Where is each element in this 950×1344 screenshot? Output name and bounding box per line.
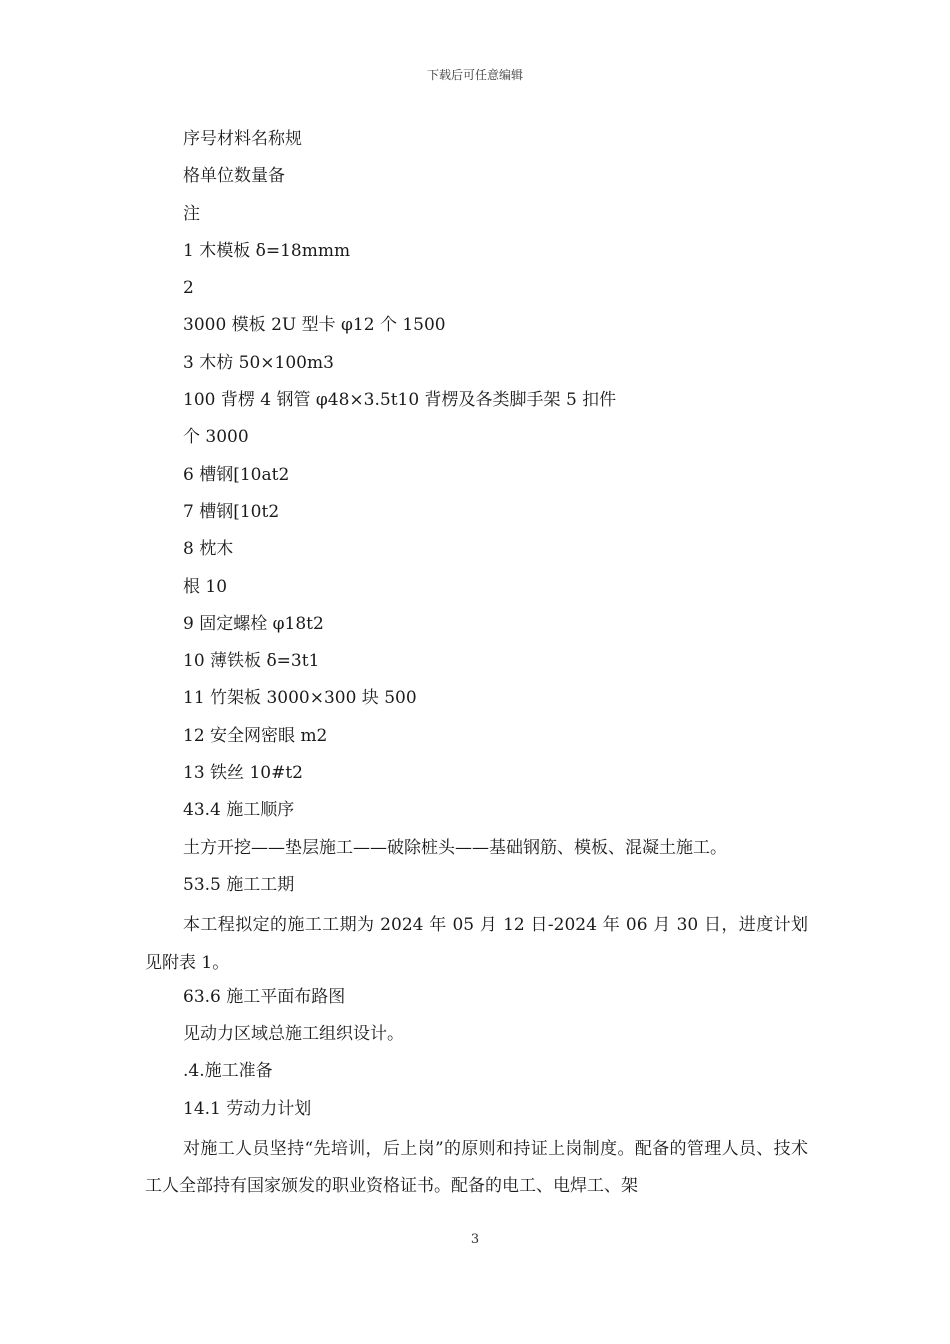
section-heading-construction-period: 53.5 施工工期	[183, 874, 295, 895]
material-table-header-line: 序号材料名称规	[183, 129, 302, 149]
material-item-line: 2	[183, 278, 194, 299]
section-heading-construction-sequence: 43.4 施工顺序	[183, 800, 295, 821]
material-item-line: 1 木模板 δ=18mmm	[183, 240, 351, 261]
material-item-line: 个 3000	[183, 427, 249, 448]
page-number: 3	[470, 1232, 480, 1247]
labor-plan-paragraph: 对施工人员坚持“先培训，后上岗”的原则和持证上岗制度。配备的管理人员、技术工人全部持有国家颁发的职业资格证书。配备的电工、电焊工、架	[145, 1139, 808, 1197]
site-layout-text: 见动力区域总施工组织设计。	[183, 1024, 404, 1045]
material-item-line: 12 安全网密眼 m2	[183, 725, 328, 746]
material-item-line: 6 槽钢[10at2	[183, 464, 290, 485]
material-item-line: 10 薄铁板 δ=3t1	[183, 651, 320, 672]
material-item-line: 7 槽钢[10t2	[183, 501, 280, 522]
material-item-line: 根 10	[183, 576, 228, 597]
section-heading-site-layout: 63.6 施工平面布路图	[183, 986, 346, 1007]
construction-sequence-text: 土方开挖——垫层施工——破除桩头——基础钢筋、模板、混凝土施工。	[183, 837, 727, 858]
material-item-line: 11 竹架板 3000×300 块 500	[183, 688, 417, 709]
section-heading-labor-plan: 14.1 劳动力计划	[183, 1098, 312, 1119]
material-table-header-line: 格单位数量备	[183, 166, 285, 187]
construction-period-paragraph: 本工程拟定的施工工期为 2024 年 05 月 12 日-2024 年 06 月 30 日，进度计划见附表 1。	[145, 915, 808, 973]
material-table-header-line: 注	[183, 203, 200, 224]
material-item-line: 3 木枋 50×100m3	[183, 352, 334, 373]
material-item-line: 13 铁丝 10#t2	[183, 763, 303, 784]
material-item-line: 100 背楞 4 钢管 φ48×3.5t10 背楞及各类脚手架 5 扣件	[183, 390, 617, 411]
section-heading-preparation: .4.施工准备	[183, 1061, 273, 1082]
document-body	[145, 124, 808, 1206]
material-item-line: 3000 模板 2U 型卡 φ12 个 1500	[183, 315, 446, 336]
page-header: 下载后可任意编辑	[426, 68, 523, 82]
material-item-line: 8 枕木	[183, 539, 234, 560]
material-item-line: 9 固定螺栓 φ18t2	[183, 613, 324, 634]
